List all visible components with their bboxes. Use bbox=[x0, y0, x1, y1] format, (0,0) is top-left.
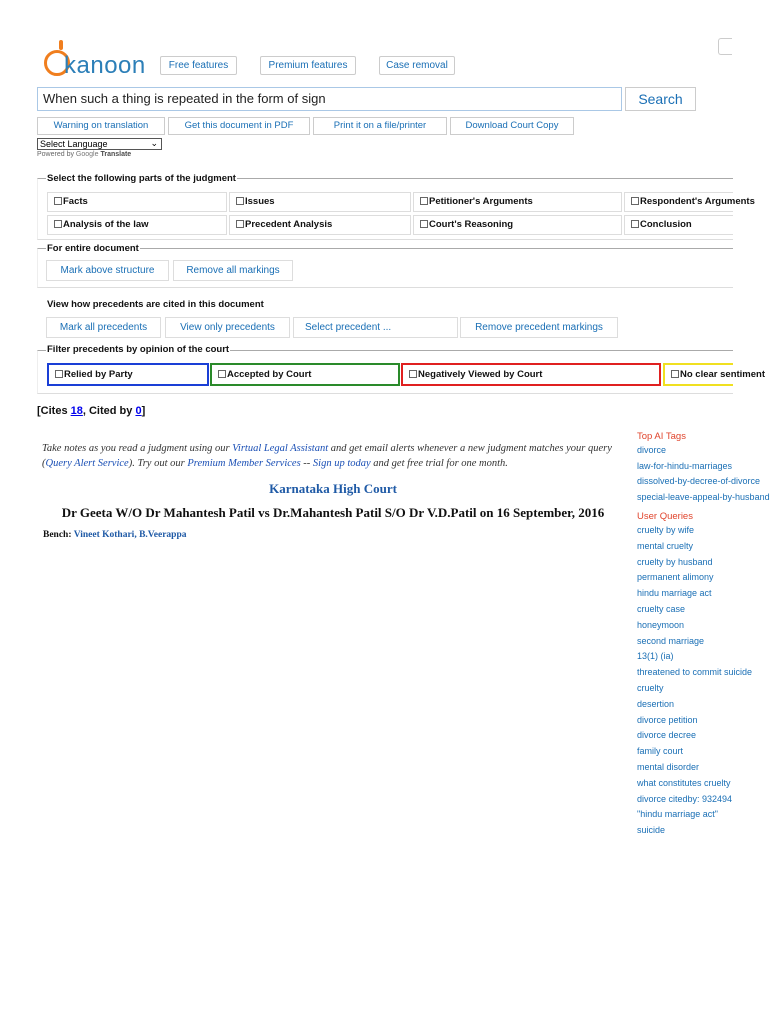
checkbox-icon[interactable] bbox=[218, 370, 226, 378]
checkbox-icon[interactable] bbox=[631, 220, 639, 228]
checkbox-icon[interactable] bbox=[409, 370, 417, 378]
bench-names[interactable]: Vineet Kothari, B.Veerappa bbox=[73, 530, 187, 540]
notes-promo bbox=[42, 441, 626, 471]
notes-text: ). Try out our bbox=[128, 458, 188, 469]
ai-tag-link[interactable]: divorce bbox=[637, 445, 667, 455]
language-select-value: Select Language bbox=[40, 139, 108, 149]
user-queries-heading: User Queries bbox=[637, 511, 693, 522]
opinion-label: Accepted by Court bbox=[227, 369, 312, 380]
user-query-link[interactable]: mental disorder bbox=[637, 762, 700, 772]
cited-by-prefix: , Cited by bbox=[82, 405, 136, 417]
virtual-legal-assistant-link[interactable]: Virtual Legal Assistant bbox=[232, 443, 329, 454]
checkbox-icon[interactable] bbox=[631, 197, 639, 205]
language-select[interactable] bbox=[37, 138, 162, 150]
part-label: Issues bbox=[245, 196, 275, 207]
part-label: Respondent's Arguments bbox=[640, 196, 755, 207]
ai-tag-link[interactable]: law-for-hindu-marriages bbox=[637, 461, 733, 471]
part-label: Court's Reasoning bbox=[429, 219, 514, 230]
checkbox-icon[interactable] bbox=[420, 220, 428, 228]
notes-text: and get email alerts whenever a new judgment matches your query ( bbox=[42, 443, 612, 469]
print-button[interactable]: Print it on a file/printer bbox=[313, 117, 447, 135]
opinion-no-clear-sentiment[interactable] bbox=[663, 363, 765, 386]
user-query-link[interactable]: divorce citedby: 932494 bbox=[637, 794, 733, 804]
free-features-button[interactable]: Free features bbox=[160, 56, 237, 75]
entire-document-legend: For entire document bbox=[47, 243, 139, 254]
get-pdf-button[interactable]: Get this document in PDF bbox=[168, 117, 310, 135]
translate-label: Translate bbox=[100, 151, 132, 158]
user-query-link[interactable]: 13(1) (ia) bbox=[637, 651, 674, 661]
user-query-link[interactable]: second marriage bbox=[637, 636, 705, 646]
judgment-title: Dr Geeta W/O Dr Mahantesh Patil vs Dr.Mahantesh Patil S/O Dr V.D.Patil on 16 September, 2016 bbox=[61, 505, 605, 520]
part-label: Analysis of the law bbox=[63, 219, 149, 230]
part-label: Precedent Analysis bbox=[245, 219, 333, 230]
parts-legend: Select the following parts of the judgment bbox=[47, 173, 236, 184]
search-input[interactable]: When such a thing is repeated in the form of sign bbox=[37, 87, 622, 111]
checkbox-icon[interactable] bbox=[420, 197, 428, 205]
remove-precedent-markings-button[interactable]: Remove precedent markings bbox=[460, 317, 618, 338]
user-query-link[interactable]: suicide bbox=[637, 825, 666, 835]
logo-mark-dot bbox=[59, 40, 63, 50]
checkbox-icon[interactable] bbox=[236, 220, 244, 228]
part-label: Conclusion bbox=[640, 219, 692, 230]
opinion-negatively-viewed[interactable] bbox=[401, 363, 661, 386]
user-query-link[interactable]: divorce decree bbox=[637, 730, 697, 740]
user-query-link[interactable]: mental cruelty bbox=[637, 541, 694, 551]
user-query-link[interactable]: family court bbox=[637, 746, 684, 756]
part-label: Petitioner's Arguments bbox=[429, 196, 533, 207]
cites-prefix: [Cites bbox=[37, 405, 71, 417]
part-analysis-of-the-law[interactable] bbox=[47, 215, 227, 235]
premium-member-services-link[interactable]: Premium Member Services bbox=[187, 458, 301, 469]
notes-text: Take notes as you read a judgment using our bbox=[42, 443, 233, 454]
chevron-down-icon: ⌄ bbox=[150, 138, 158, 148]
part-facts[interactable] bbox=[47, 192, 227, 212]
user-query-link[interactable]: "hindu marriage act" bbox=[637, 809, 718, 819]
warning-on-translation-button[interactable]: Warning on translation bbox=[37, 117, 165, 135]
user-query-link[interactable]: threatened to commit suicide bbox=[637, 667, 753, 677]
case-removal-button[interactable]: Case removal bbox=[379, 56, 455, 75]
precedents-legend: View how precedents are cited in this document bbox=[47, 299, 264, 310]
part-petitioners-arguments[interactable] bbox=[413, 192, 622, 212]
logo-text: kanoon bbox=[64, 52, 146, 79]
user-query-link[interactable]: hindu marriage act bbox=[637, 588, 712, 598]
google-logo: Google bbox=[75, 151, 99, 158]
mark-all-precedents-button[interactable]: Mark all precedents bbox=[46, 317, 161, 338]
ai-tag-link[interactable]: special-leave-appeal-by-husband bbox=[637, 492, 770, 502]
premium-features-button[interactable]: Premium features bbox=[260, 56, 356, 75]
powered-by-label: Powered by bbox=[37, 151, 74, 158]
select-precedent-dropdown[interactable]: Select precedent ... bbox=[293, 317, 458, 338]
cites-suffix: ] bbox=[141, 405, 146, 417]
download-court-copy-button[interactable]: Download Court Copy bbox=[450, 117, 574, 135]
search-button[interactable]: Search bbox=[625, 87, 696, 111]
checkbox-icon[interactable] bbox=[671, 370, 679, 378]
user-query-link[interactable]: cruelty bbox=[637, 683, 664, 693]
remove-all-markings-button[interactable]: Remove all markings bbox=[173, 260, 293, 281]
part-courts-reasoning[interactable] bbox=[413, 215, 622, 235]
court-name: Karnataka High Court bbox=[269, 481, 397, 496]
part-issues[interactable] bbox=[229, 192, 411, 212]
query-alert-service-link[interactable]: Query Alert Service bbox=[45, 458, 129, 469]
ai-tag-link[interactable]: dissolved-by-decree-of-divorce bbox=[637, 476, 761, 486]
user-query-link[interactable]: cruelty case bbox=[637, 604, 686, 614]
opinion-label: Negatively Viewed by Court bbox=[418, 369, 543, 380]
opinion-relied-by-party[interactable] bbox=[47, 363, 209, 386]
powered-by-google-translate[interactable] bbox=[37, 151, 131, 158]
notes-text: and get free trial for one month. bbox=[370, 458, 508, 469]
opinion-label: No clear sentiment bbox=[680, 369, 765, 380]
opinion-legend: Filter precedents by opinion of the court bbox=[47, 344, 230, 355]
user-query-link[interactable]: cruelty by husband bbox=[637, 557, 713, 567]
cites-link[interactable]: 18 bbox=[70, 405, 83, 417]
sign-up-link[interactable]: Sign up today bbox=[312, 458, 371, 469]
top-ai-tags-heading: Top AI Tags bbox=[637, 431, 686, 442]
bench: Bench: Vineet Kothari, B.Veerappa bbox=[43, 530, 187, 540]
user-query-link[interactable]: desertion bbox=[637, 699, 675, 709]
part-conclusion[interactable] bbox=[624, 215, 733, 235]
part-respondents-arguments[interactable] bbox=[624, 192, 755, 212]
cited-by-link[interactable]: 0 bbox=[135, 405, 142, 417]
opinion-accepted-by-court[interactable] bbox=[210, 363, 400, 386]
user-query-link[interactable]: divorce petition bbox=[637, 715, 698, 725]
opinion-label: Relied by Party bbox=[64, 369, 133, 380]
bench-label: Bench bbox=[43, 530, 69, 540]
top-right-toggle[interactable] bbox=[718, 38, 732, 55]
mark-above-structure-button[interactable]: Mark above structure bbox=[46, 260, 169, 281]
user-query-link[interactable]: honeymoon bbox=[637, 620, 685, 630]
notes-text: -- bbox=[300, 458, 313, 469]
user-query-link[interactable]: permanent alimony bbox=[637, 572, 714, 582]
kanoon-logo[interactable] bbox=[44, 40, 148, 80]
view-only-precedents-button[interactable]: View only precedents bbox=[165, 317, 290, 338]
user-query-link[interactable]: what constitutes cruelty bbox=[637, 778, 731, 788]
checkbox-icon[interactable] bbox=[55, 370, 63, 378]
checkbox-icon[interactable] bbox=[54, 197, 62, 205]
checkbox-icon[interactable] bbox=[236, 197, 244, 205]
part-precedent-analysis[interactable] bbox=[229, 215, 411, 235]
citation-counts bbox=[37, 405, 145, 417]
user-query-link[interactable]: cruelty by wife bbox=[637, 525, 695, 535]
part-label: Facts bbox=[63, 196, 88, 207]
checkbox-icon[interactable] bbox=[54, 220, 62, 228]
